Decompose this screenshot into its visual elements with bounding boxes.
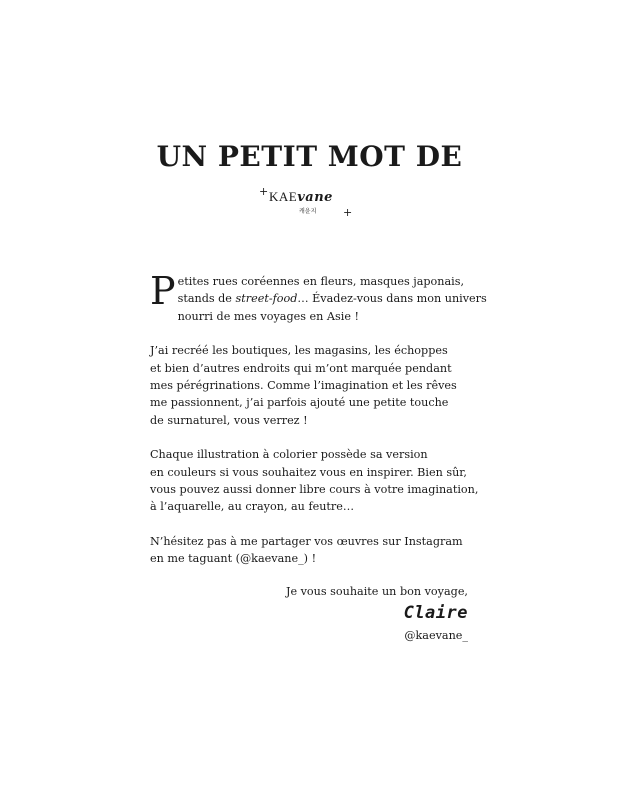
closing-wish: Je vous souhaite un bon voyage, — [285, 585, 468, 598]
text-line — [150, 446, 480, 463]
line-text: en me taguant (@kaevane_) ! — [150, 552, 317, 566]
sparkle-icon: + — [259, 185, 269, 198]
text-line — [150, 412, 480, 429]
text-line — [150, 308, 480, 325]
text-line — [150, 360, 480, 377]
line-text: stands de — [177, 292, 236, 306]
line-text: mes pérégrinations. Comme l’imagination et les rêves — [150, 379, 457, 393]
logo-subtitle: 캐윤지 — [299, 208, 317, 215]
line-text: en couleurs si vous souhaitez vous en inspirer. Bien sûr, — [150, 465, 467, 479]
line-text: Chaque illustration à colorier possède sa version — [150, 448, 428, 462]
page-title: UN PETIT MOT DE — [156, 140, 463, 173]
text-line — [150, 290, 487, 307]
text-line — [150, 550, 480, 567]
line-text: et bien d’autres endroits qui m’ont marquée pendant — [150, 361, 452, 375]
line-text: nourri de mes voyages en Asie ! — [177, 309, 359, 323]
paragraph — [150, 269, 487, 325]
line-text: N’hésitez pas à me partager vos œuvres sur Instagram — [150, 534, 463, 548]
instagram-handle: @kaevane_ — [404, 629, 468, 642]
line-text: … Évadez-vous dans mon univers — [297, 292, 487, 306]
logo-wordmark-left: KAE — [269, 189, 298, 204]
text-line — [150, 498, 480, 515]
kaevane-logo — [259, 180, 361, 220]
line-text: me passionnent, j’ai parfois ajouté une petite touche — [150, 396, 449, 410]
paragraph — [150, 342, 480, 429]
line-text: à l’aquarelle, au crayon, au feutre… — [150, 500, 355, 514]
signature: Claire — [403, 603, 468, 623]
emphasis-text: street-food — [235, 292, 298, 306]
paragraph — [150, 533, 480, 568]
logo-wordmark — [269, 189, 333, 205]
text-line — [150, 342, 480, 359]
letter-body — [150, 269, 487, 585]
line-text: de surnaturel, vous verrez ! — [150, 413, 308, 427]
paragraph — [150, 446, 480, 516]
text-line — [150, 464, 480, 481]
text-line — [150, 481, 480, 498]
text-line — [150, 377, 480, 394]
line-text: vous pouvez aussi donner libre cours à votre imagination, — [150, 483, 479, 497]
line-text: etites rues coréennes en fleurs, masques japonais, — [177, 275, 465, 288]
text-line — [150, 394, 480, 411]
line-text: J’ai recréé les boutiques, les magasins, les échoppes — [150, 344, 448, 358]
drop-cap: P — [150, 269, 176, 313]
text-line — [150, 533, 480, 550]
logo-wordmark-right: vane — [297, 190, 333, 205]
text-line — [150, 273, 480, 290]
sparkle-icon: + — [343, 206, 353, 219]
